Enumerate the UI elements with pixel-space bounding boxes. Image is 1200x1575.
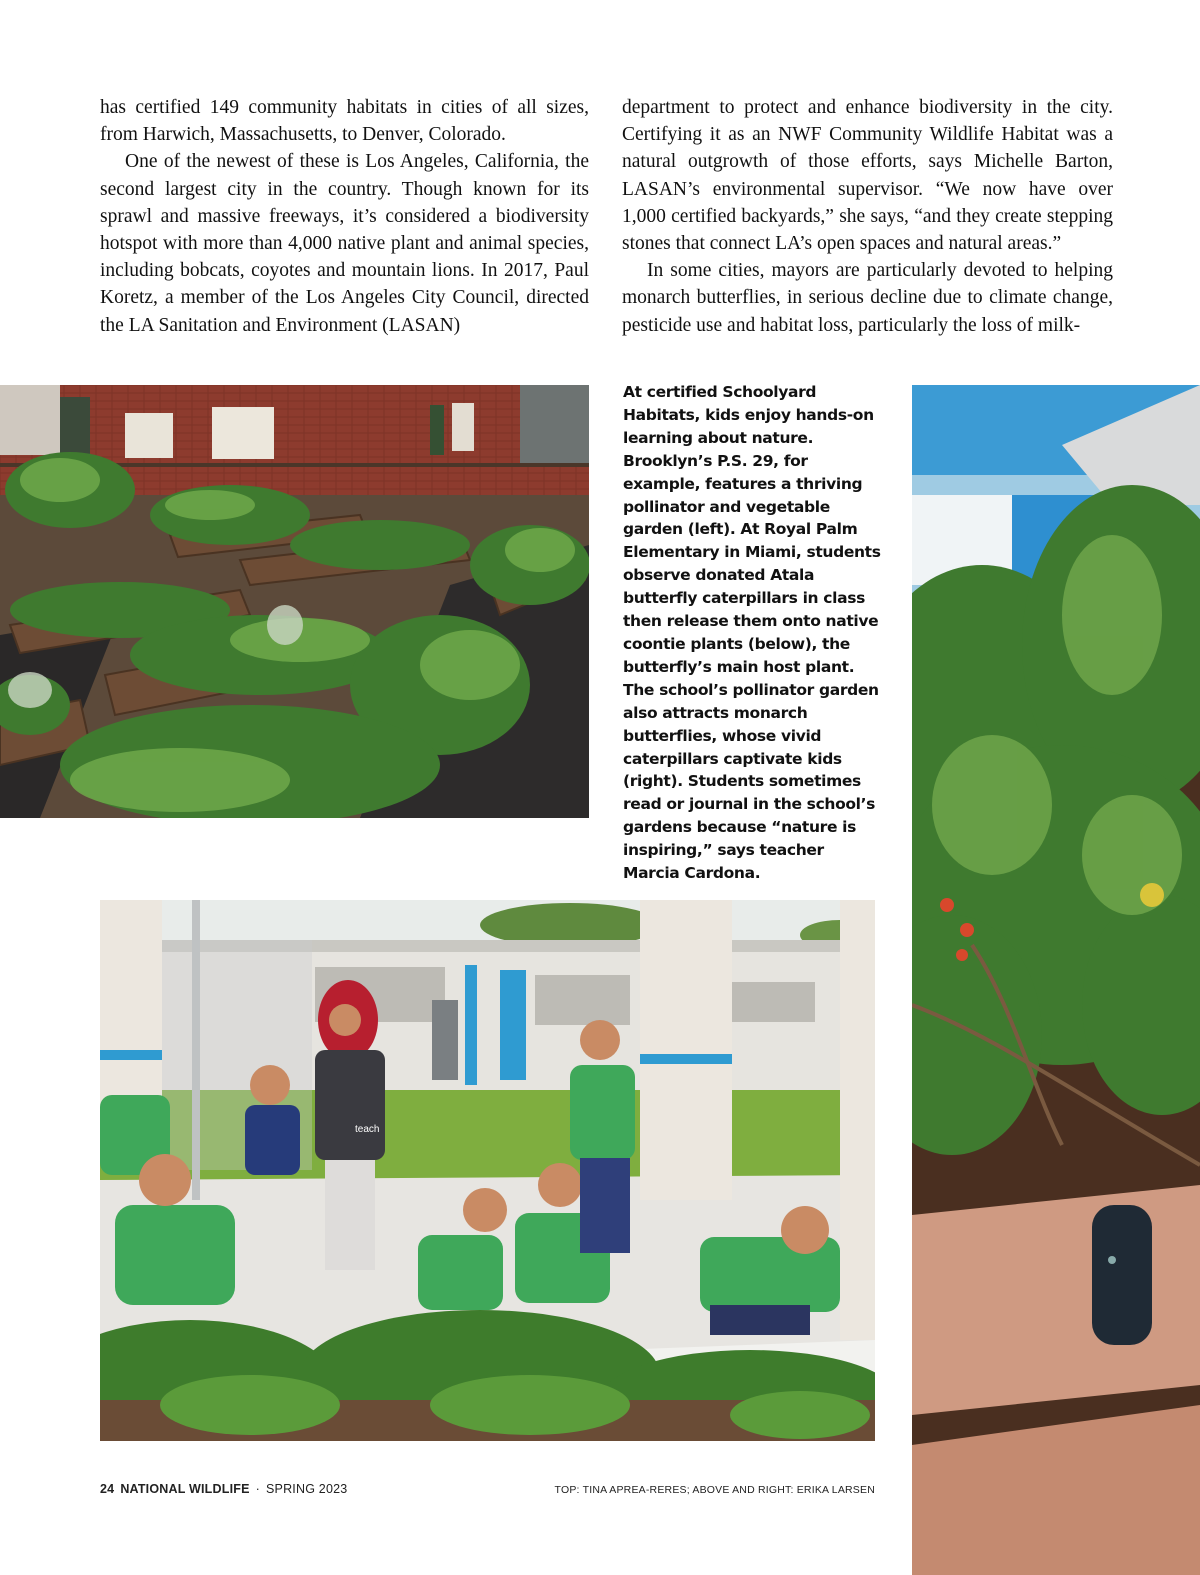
article-column-left xyxy=(100,94,589,339)
students-photo xyxy=(100,900,875,1441)
issue-label: SPRING 2023 xyxy=(266,1482,348,1496)
page-number: 24 xyxy=(100,1482,115,1496)
footer-separator: · xyxy=(255,1482,260,1496)
photo-caption: At certified Schoolyard Habitats, kids enjoy hands-on learning about nature. Brooklyn’s P.S. 29, for example, features a thriving pollinator and vegetable garden (left). At Royal Palm Elementary in Miami, students observe donated Atala butterfly caterpillars in class then release them onto native coontie plants (below), the butterfly’s main host plant. The school’s pollinator garden also attracts monarch butterflies, whose vivid caterpillars captivate kids (right). Students sometimes read or journal in the school’s gardens because “nature is inspiring,” says teacher Marcia Cardona. xyxy=(623,383,881,883)
article-column-right xyxy=(622,94,1113,339)
photo-credits: TOP: TINA APREA-RERES; ABOVE AND RIGHT: ERIKA LARSEN xyxy=(554,1484,875,1496)
teacher-shirt-text: teach xyxy=(355,1124,380,1135)
article-paragraph: has certified 149 community habitats in cities of all sizes, from Harwich, Massachusetts, to Denver, Colorado. xyxy=(100,97,589,146)
article-paragraph: One of the newest of these is Los Angeles, California, the second largest city in the country. Though known for its sprawl and massive freeways, it’s considered a biodiversity hotspot with more than 4,000 native plant and animal species, including bobcats, coyotes and mountain lions. In 2017, Paul Koretz, a member of the Los Angeles City Council, directed the LA Sanitation and Environment (LASAN) xyxy=(100,151,589,336)
article-paragraph: department to protect and enhance biodiversity in the city. Certifying it as an NWF Community Wildlife Habitat was a natural outgrowth of those efforts, says Michelle Barton, LASAN’s environmental supervisor. “We now have over 1,000 certified backyards,” she says, “and they create stepping stones that connect LA’s open spaces and natural areas.” xyxy=(622,97,1113,255)
garden-photo xyxy=(0,385,589,818)
caterpillar-photo xyxy=(912,385,1200,1575)
publication-name: NATIONAL WILDLIFE xyxy=(120,1482,250,1496)
article-paragraph: In some cities, mayors are particularly devoted to helping monarch butterflies, in serious decline due to climate change, pesticide use and habitat loss, particularly the loss of milk- xyxy=(622,260,1113,336)
page-footer xyxy=(100,1482,347,1496)
